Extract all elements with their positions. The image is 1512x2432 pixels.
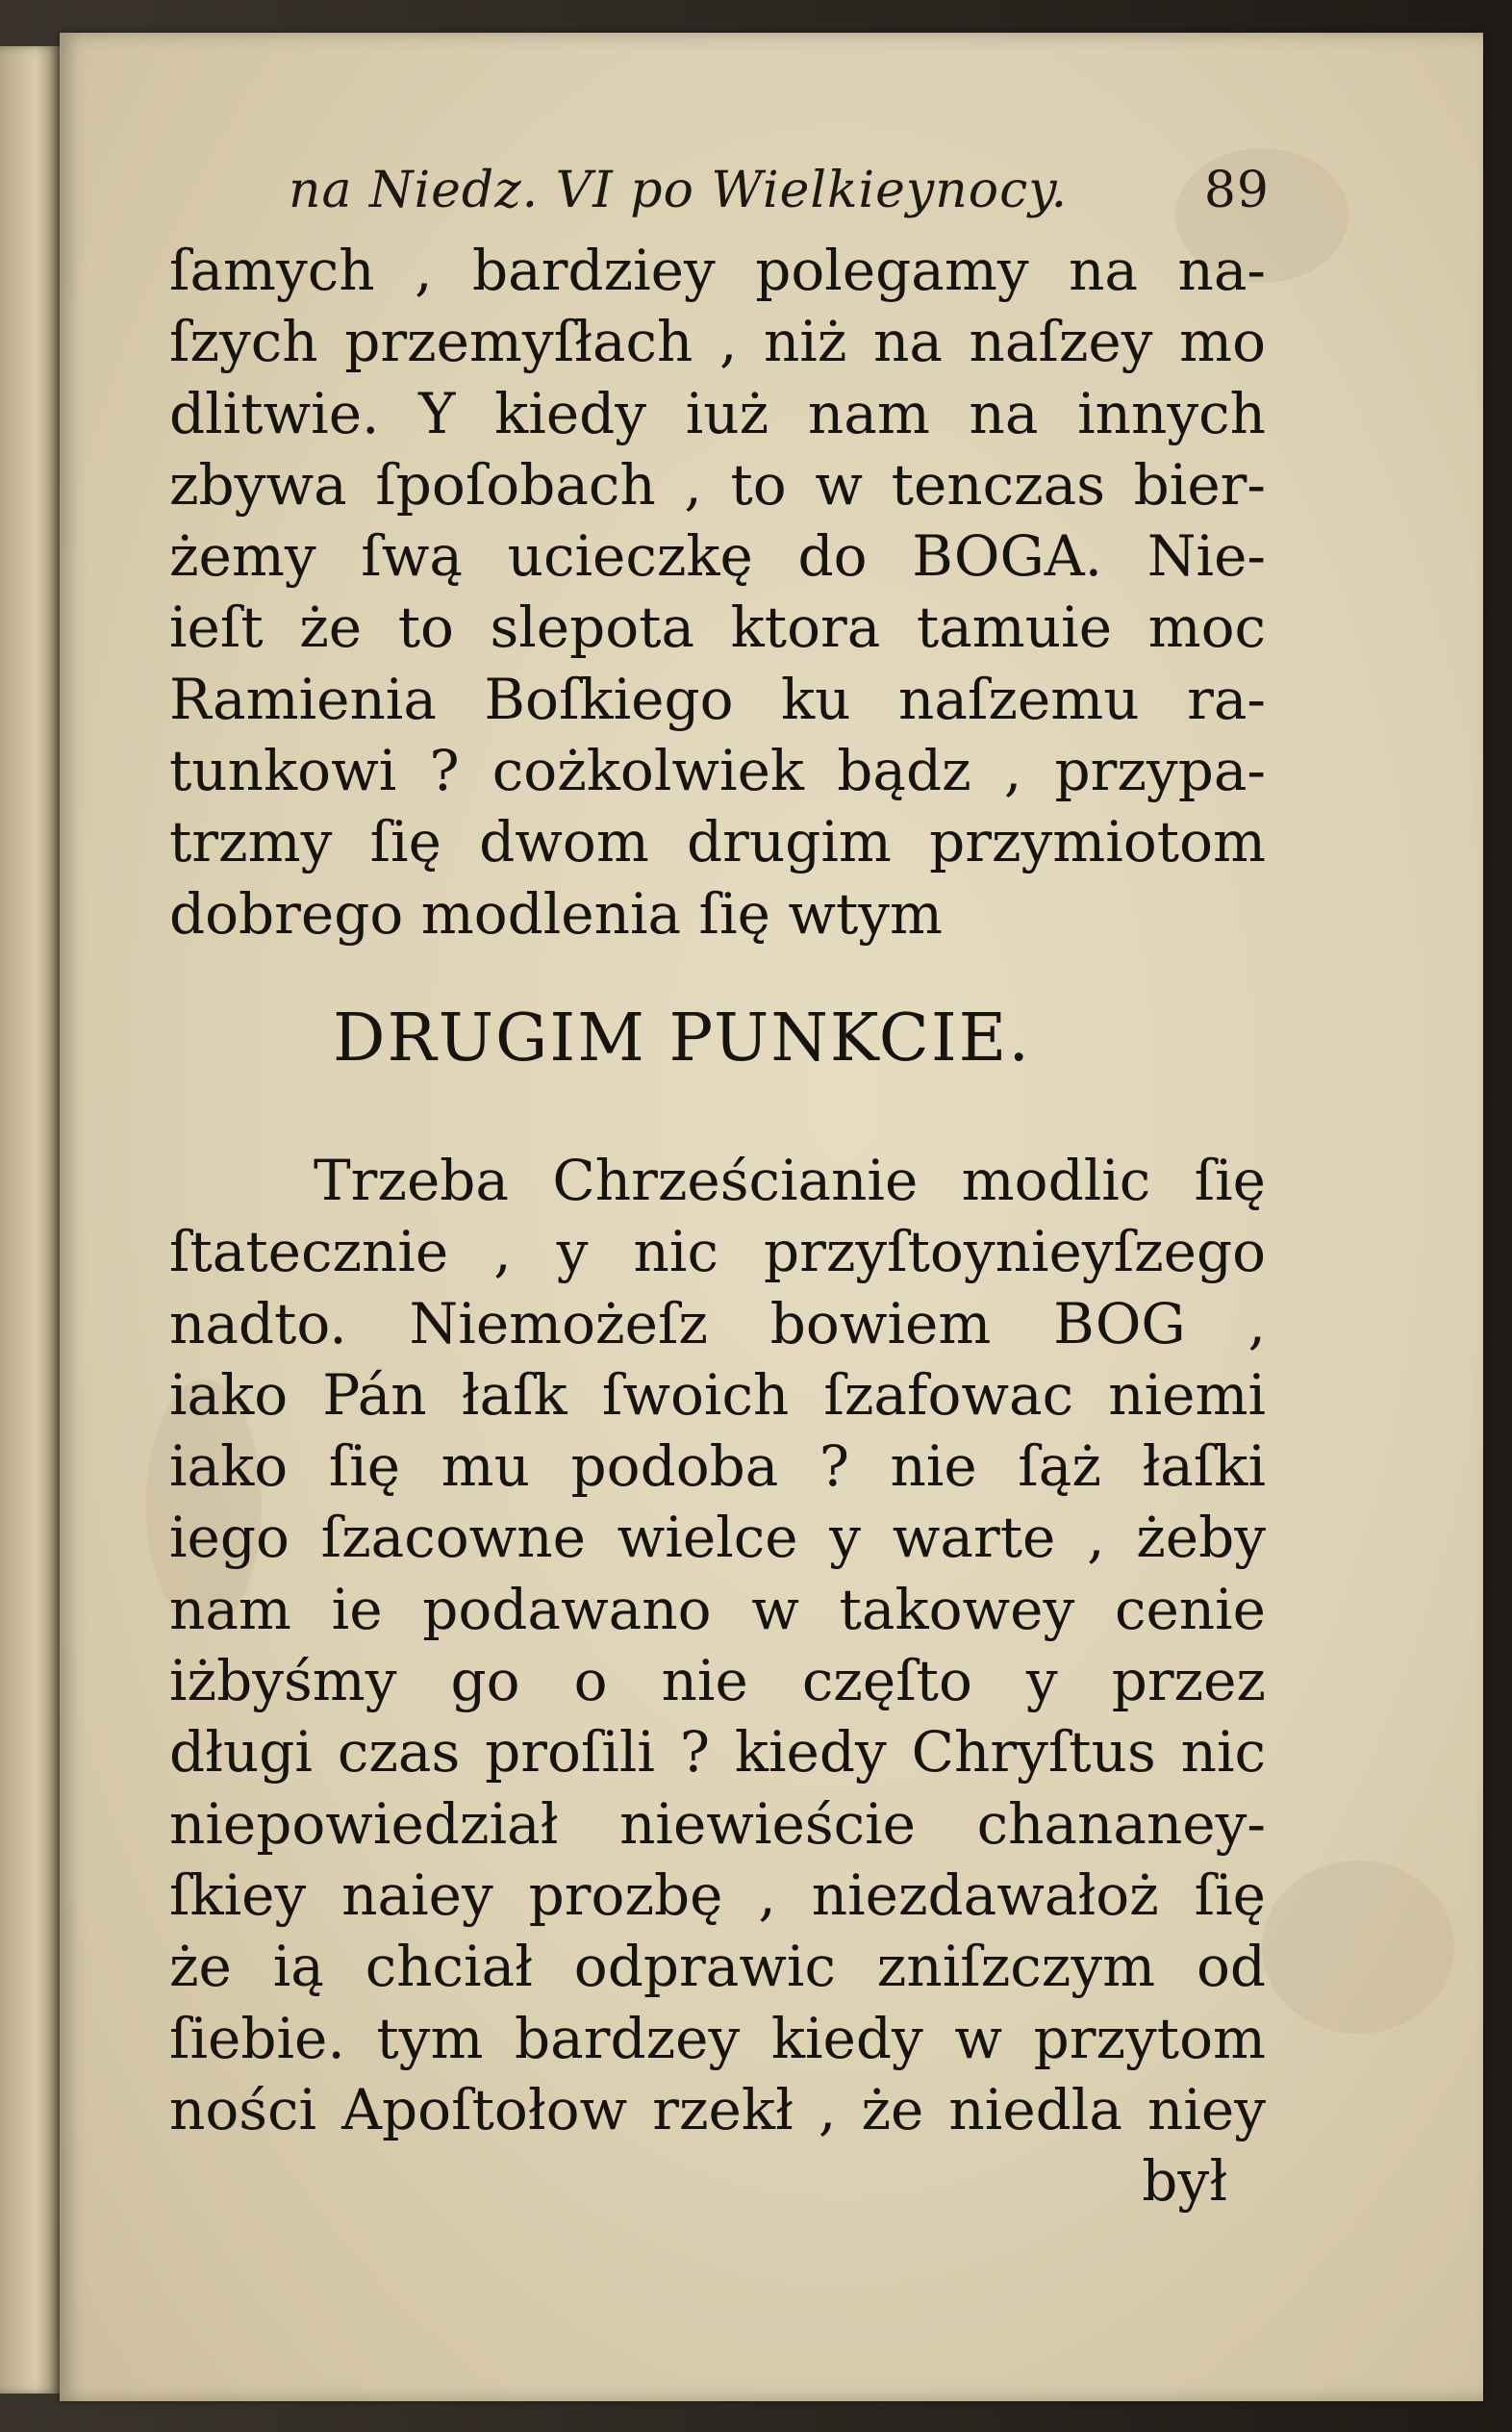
text-line: nadto. Niemożeſz bowiem BOG , <box>169 1290 1266 1356</box>
facing-page-edge <box>0 46 60 2394</box>
text-line: że ią chciał odprawic zniſzczym od <box>169 1934 1266 2000</box>
text-line: iżbyśmy go o nie częſto y przez <box>169 1648 1266 1714</box>
text-line: trzmy ſię dwom drugim przymiotom <box>169 809 1266 875</box>
section-heading: DRUGIM PUNKCIE. <box>333 1001 1031 1077</box>
text-line: Ramienia Boſkiego ku naſzemu ra- <box>169 666 1266 732</box>
catchword: był <box>1142 2148 1227 2215</box>
page-number: 89 <box>1203 162 1270 219</box>
text-line: ieſt że to slepota ktora tamuie moc <box>169 595 1266 661</box>
text-line: Trzeba Chrześcianie modlic ſię <box>314 1148 1266 1213</box>
text-line: ſtatecznie , y nic przyſtoynieyſzego <box>169 1219 1266 1285</box>
text-line: nam ie podawano w takowey cenie <box>169 1576 1266 1642</box>
text-line: ſamych , bardziey polegamy na na- <box>169 238 1266 303</box>
text-line: zbywa ſpoſobach , to w tenczas bier- <box>169 451 1266 518</box>
text-line: ſkiey naiey prozbę , niezdawałoż ſię <box>169 1862 1266 1928</box>
text-line: żemy ſwą ucieczkę do BOGA. Nie- <box>169 523 1266 590</box>
text-line: iako Pán łaſk ſwoich ſzafowac niemi <box>169 1361 1266 1428</box>
paper-stain <box>1262 1861 1454 2034</box>
text-line: iego ſzacowne wielce y warte , żeby <box>169 1505 1266 1571</box>
paragraph-1 <box>169 235 1266 950</box>
text-line: dobrego modlenia ſię wtym <box>169 880 944 947</box>
text-line: długi czas proſili ? kiedy Chryſtus nic <box>169 1719 1266 1786</box>
running-header <box>289 162 1289 229</box>
text-line: ſzych przemyſłach , niż na naſzey mo <box>169 309 1266 375</box>
text-line: tunkowi ? cożkolwiek bądz , przypa- <box>169 738 1266 804</box>
text-line: dlitwie. Y kiedy iuż nam na innych <box>169 380 1266 446</box>
text-line: niepowiedział niewieście chananey- <box>169 1790 1266 1857</box>
paragraph-2 <box>169 1145 1266 2217</box>
text-line: iako ſię mu podoba ? nie ſąż łaſki <box>169 1433 1266 1500</box>
text-line: ſiebie. tym bardzey kiedy w przytom <box>169 2005 1266 2071</box>
running-title: na Niedz. VI po Wielkieynocy. <box>289 162 1069 219</box>
text-line: ności Apoſtołow rzekł , że niedla niey <box>169 2076 1266 2142</box>
